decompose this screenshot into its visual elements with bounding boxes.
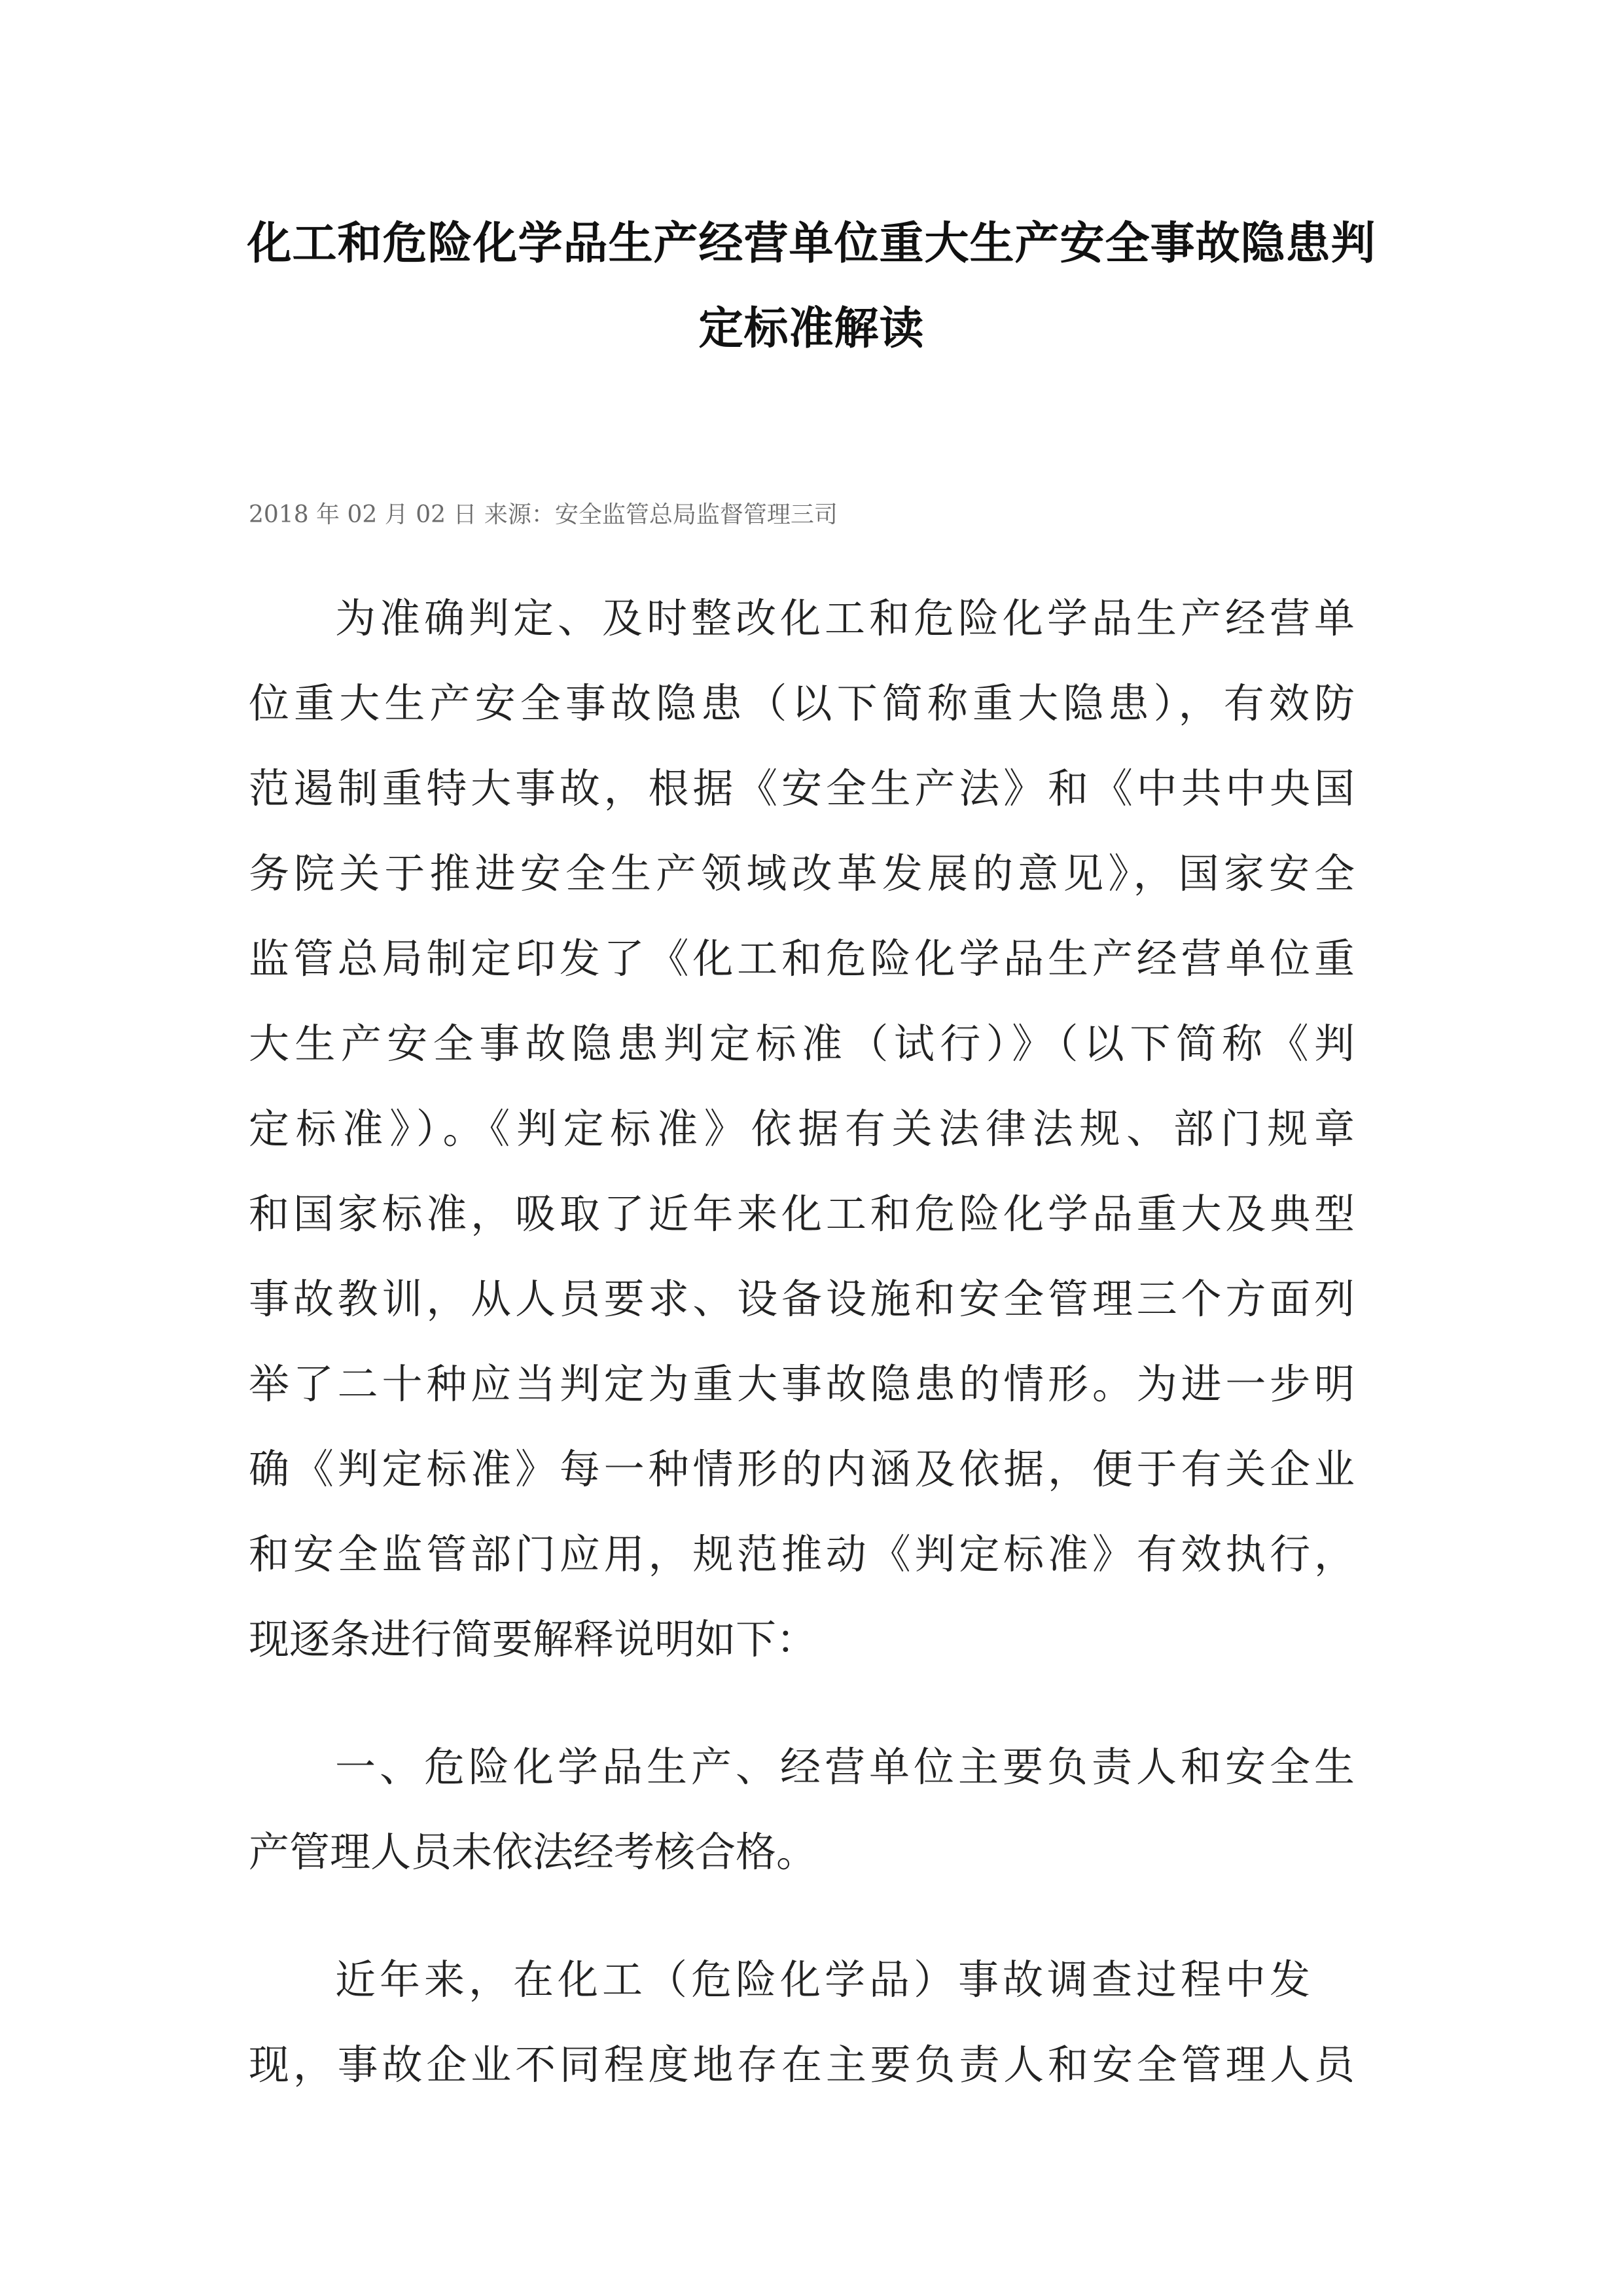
paragraph-line: 产管理人员未依法经考核合格。 bbox=[249, 1828, 817, 1876]
paragraph-line: 举了二十种应当判定为重大事故隐患的情形。为进一步明 bbox=[249, 1360, 1355, 1408]
paragraph-line: 大生产安全事故隐患判定标准（试行）》（以下简称《判 bbox=[249, 1020, 1355, 1067]
paragraph-line: 为准确判定、及时整改化工和危险化学品生产经营单 bbox=[335, 594, 1355, 642]
paragraph-line: 位重大生产安全事故隐患（以下简称重大隐患），有效防 bbox=[249, 679, 1355, 727]
paragraph-line: 确《判定标准》每一种情形的内涵及依据，便于有关企业 bbox=[249, 1445, 1355, 1493]
paragraph-line: 现逐条进行简要解释说明如下： bbox=[249, 1615, 817, 1663]
paragraph-line: 现，事故企业不同程度地存在主要负责人和安全管理人员 bbox=[249, 2041, 1355, 2089]
title-line-1: 化工和危险化学品生产经营单位重大生产安全事故隐患判 bbox=[247, 217, 1376, 270]
paragraph-line: 和国家标准，吸取了近年来化工和危险化学品重大及典型 bbox=[249, 1190, 1355, 1238]
paragraph-line: 和安全监管部门应用，规范推动《判定标准》有效执行， bbox=[249, 1530, 1355, 1578]
publish-meta: 2018 年 02 月 02 日 来源：安全监管总局监督管理三司 bbox=[249, 501, 838, 528]
title-line-2: 定标准解读 bbox=[698, 302, 925, 355]
paragraph-line: 监管总局制定印发了《化工和危险化学品生产经营单位重 bbox=[249, 935, 1355, 982]
paragraph-line: 近年来，在化工（危险化学品）事故调查过程中发 bbox=[335, 1956, 1310, 2003]
paragraph-line: 一、危险化学品生产、经营单位主要负责人和安全生 bbox=[335, 1743, 1355, 1791]
paragraph-line: 范遏制重特大事故，根据《安全生产法》和《中共中央国 bbox=[249, 764, 1355, 812]
paragraph-line: 务院关于推进安全生产领域改革发展的意见》，国家安全 bbox=[249, 850, 1355, 897]
paragraph-line: 定标准》）。《判定标准》依据有关法律法规、部门规章 bbox=[249, 1105, 1355, 1153]
paragraph-line: 事故教训，从人员要求、设备设施和安全管理三个方面列 bbox=[249, 1275, 1355, 1323]
